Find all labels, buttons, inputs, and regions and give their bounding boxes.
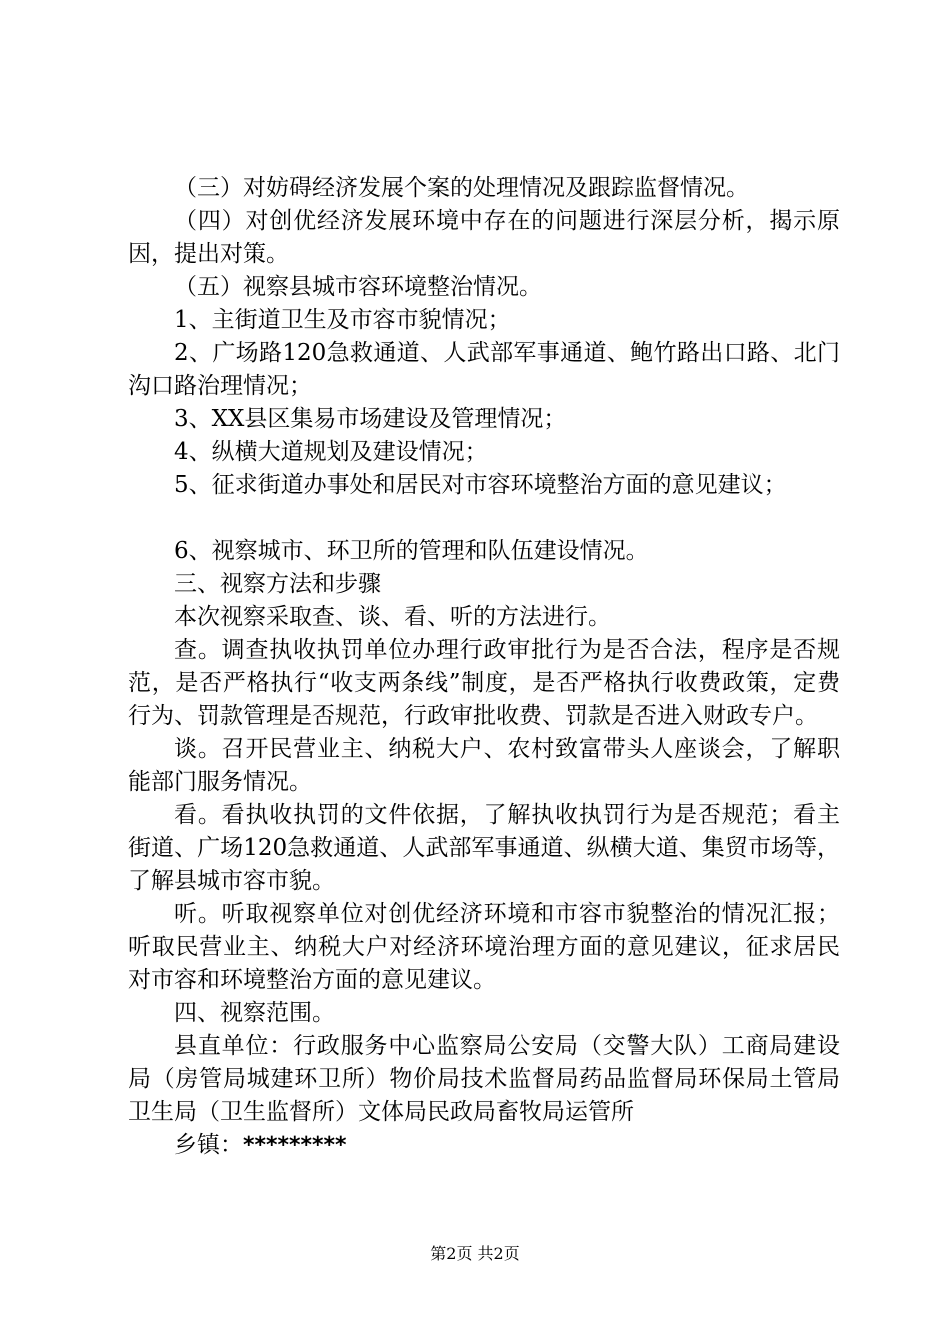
list-item-2: 2、广场路120急救通道、人武部军事通道、鲍竹路出口路、北门沟口路治理情况； bbox=[128, 340, 840, 399]
method-listen: 听。听取视察单位对创优经济环境和市容市貌整治的情况汇报；听取民营业主、纳税大户对经济环境治理方面的意见建议，征求居民对市容和环境整治方面的意见建议。 bbox=[128, 901, 840, 993]
township-value: ********* bbox=[243, 1133, 347, 1158]
section-heading-scope: 四、视察范围。 bbox=[174, 1000, 335, 1026]
paragraph-item-3: （三）对妨碍经济发展个案的处理情况及跟踪监督情况。 bbox=[174, 175, 749, 201]
document-body bbox=[128, 172, 840, 1162]
list-item-4: 4、纵横大道规划及建设情况； bbox=[174, 439, 488, 465]
paragraph-item-5: （五）视察县城市容环境整治情况。 bbox=[174, 274, 542, 300]
methods-intro: 本次视察采取查、谈、看、听的方法进行。 bbox=[174, 604, 611, 630]
method-talk: 谈。召开民营业主、纳税大户、农村致富带头人座谈会，了解职能部门服务情况。 bbox=[128, 736, 840, 795]
list-item-5: 5、征求街道办事处和居民对市容环境整治方面的意见建议； bbox=[174, 472, 787, 498]
page-footer: 第2页 共2页 bbox=[430, 1244, 520, 1263]
section-heading-methods: 三、视察方法和步骤 bbox=[174, 571, 381, 597]
township-label: 乡镇： bbox=[174, 1132, 243, 1158]
list-item-3: 3、XX县区集易市场建设及管理情况； bbox=[174, 406, 567, 432]
scope-county-units: 县直单位：行政服务中心监察局公安局（交警大队）工商局建设局（房管局城建环卫所）物价局技术监督局药品监督局环保局土管局卫生局（卫生监督所）文体局民政局畜牧局运管所 bbox=[128, 1033, 840, 1125]
method-look: 看。看执收执罚的文件依据，了解执收执罚行为是否规范；看主街道、广场120急救通道、人武部军事通道、纵横大道、集贸市场等，了解县城市容市貌。 bbox=[128, 802, 840, 894]
paragraph-item-4: （四）对创优经济发展环境中存在的问题进行深层分析，揭示原因，提出对策。 bbox=[128, 208, 840, 267]
scope-township bbox=[128, 1129, 840, 1162]
list-item-6: 6、视察城市、环卫所的管理和队伍建设情况。 bbox=[174, 538, 649, 564]
list-item-1: 1、主街道卫生及市容市貌情况； bbox=[174, 307, 511, 333]
method-check: 查。调查执收执罚单位办理行政审批行为是否合法，程序是否规范，是否严格执行“收支两条线”制度，是否严格执行收费政策，定费行为、罚款管理是否规范，行政审批收费、罚款是否进入财政专户。 bbox=[128, 637, 840, 729]
